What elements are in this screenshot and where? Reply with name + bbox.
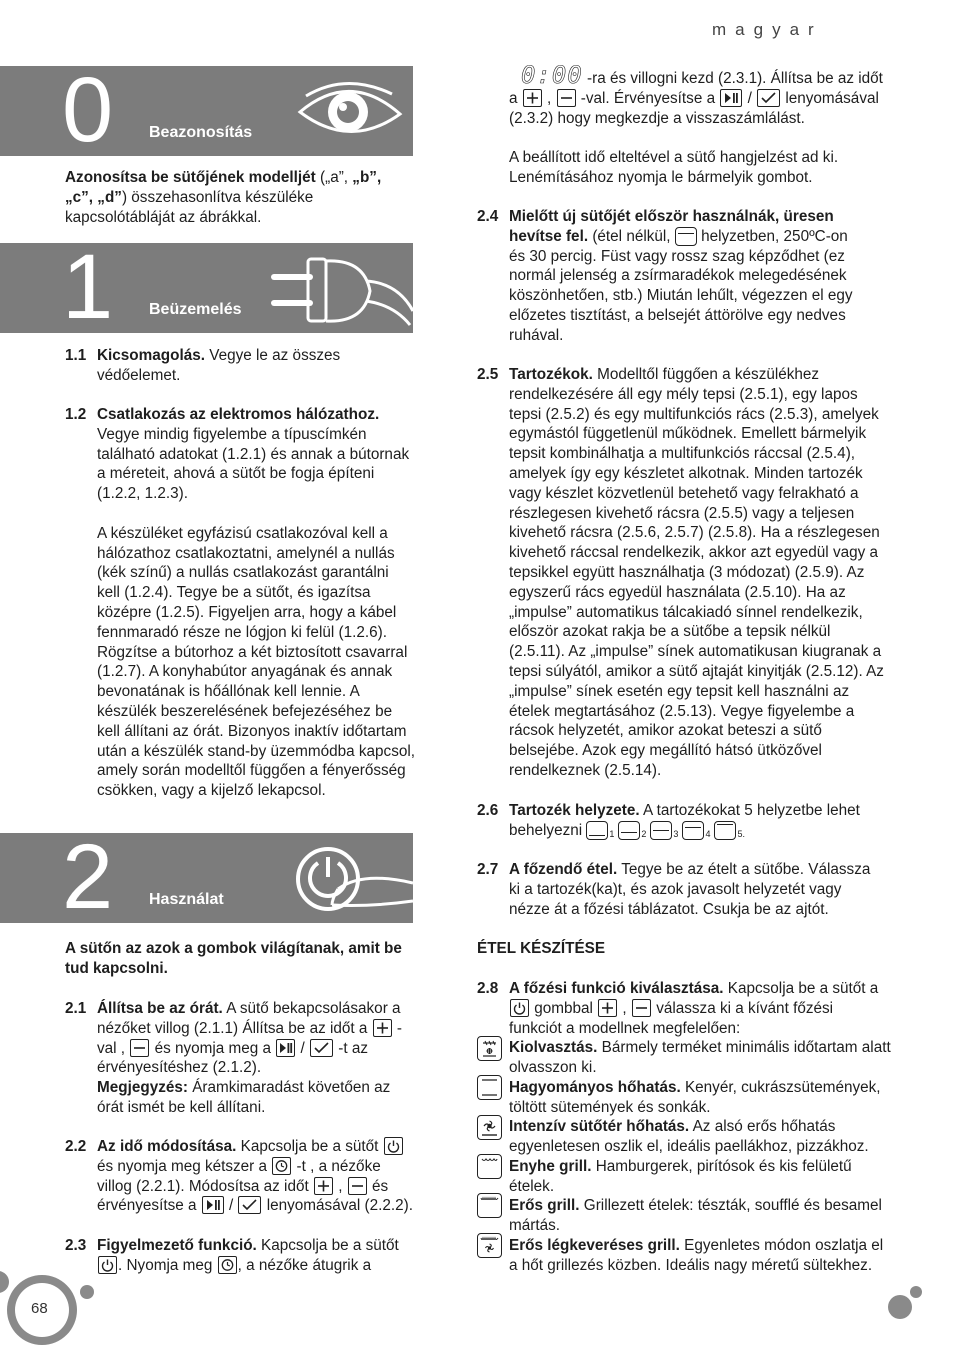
strong-grill-icon <box>477 1193 502 1218</box>
minus-icon <box>348 1177 367 1195</box>
shelf-position-3-icon <box>650 821 672 840</box>
power-icon <box>384 1137 403 1155</box>
function-strong-grill: Erős grill. Grillezett ételek: tészták, soufflé és besamel mártás. <box>509 1197 882 1234</box>
function-intensive-heat: Intenzív sütőtér hőhatás. Az alsó erős hőhatás egyenletesen oszlik el, ideális paellákhoz, pizzákhoz. <box>509 1118 869 1155</box>
shelf-position-4-icon <box>682 821 704 840</box>
intro-paragraph: Azonosítsa be sütőjének modelljét („a”, „b”, „c”, „d”) összehasonlítva készüléke kapcsolótábláját az ábrákkal. <box>65 169 382 226</box>
shelf-position-1-icon <box>586 821 608 840</box>
minus-icon <box>130 1039 149 1057</box>
cooking-heading: ÉTEL KÉSZÍTÉSE <box>477 940 606 957</box>
clock-icon <box>218 1256 237 1274</box>
function-conventional-heat: Hagyományos hőhatás. Kenyér, cukrászsütemények, töltött sütemények és sonkák. <box>509 1079 881 1116</box>
section-0-banner <box>0 66 413 156</box>
defrost-icon <box>477 1036 502 1061</box>
section-0-title: Beazonosítás <box>149 124 253 141</box>
checkmark-icon <box>757 89 780 107</box>
minus-icon <box>632 999 651 1017</box>
section-1-number: 1 <box>62 243 114 333</box>
fan-grill-icon <box>477 1233 502 1258</box>
display-time-readout: 0:00 <box>521 61 583 89</box>
gentle-grill-icon <box>477 1154 502 1179</box>
shelf-position-icon <box>675 227 697 246</box>
play-pause-icon <box>202 1196 224 1214</box>
shelf-position-2-icon <box>618 821 640 840</box>
conventional-heat-icon <box>477 1075 502 1100</box>
function-fan-grill: Erős légkeveréses grill. Egyenletes módon oszlatja el a hőt grillezés közben. Ideális nagy méretű sültekhez. <box>509 1237 884 1274</box>
plug-icon <box>270 251 413 331</box>
page-number: 68 <box>31 1300 48 1317</box>
item-2-3-continued: 0:00 -ra és villogni kezd (2.3.1). Állítsa be az időt a , -val. Érvényesítse a / lenyomásával (2.3.2) hogy megkezdje a visszaszámlálást. A beállított idő elteltével a sütő hangjelzést ad ki. Lenémításához nyomja le bármelyik gombot. <box>509 61 883 186</box>
power-icon <box>510 999 529 1017</box>
plus-icon <box>523 89 542 107</box>
plus-icon <box>373 1019 392 1037</box>
minus-icon <box>557 89 576 107</box>
function-gentle-grill: Enyhe grill. Hamburgerek, pirítósok és kis felületű ételek. <box>509 1158 852 1195</box>
language-label: magyar <box>712 20 823 39</box>
corner-dots-decoration <box>884 1283 924 1323</box>
function-defrost: Kiolvasztás. Bármely terméket minimális időtartam alatt olvasszon ki. <box>509 1039 891 1076</box>
section-1-title: Beüzemelés <box>149 301 242 318</box>
checkmark-icon <box>310 1039 333 1057</box>
section-2-number: 2 <box>62 833 114 923</box>
section-2-banner <box>0 833 413 923</box>
section-0-number: 0 <box>62 66 114 156</box>
section-2-intro: A sütőn az azok a gombok világítanak, amit be tud kapcsolni. <box>65 940 402 977</box>
eye-icon <box>296 76 408 148</box>
page-number-circle-decoration <box>0 1262 100 1354</box>
intensive-heat-icon <box>477 1115 502 1140</box>
shelf-position-5-icon <box>714 821 736 840</box>
finger-pressing-button-icon <box>292 843 413 923</box>
checkmark-icon <box>238 1196 261 1214</box>
play-pause-icon <box>276 1039 295 1057</box>
section-1-banner <box>0 243 413 333</box>
plus-icon <box>314 1177 333 1195</box>
clock-icon <box>272 1157 291 1175</box>
section-2-title: Használat <box>149 891 224 908</box>
power-icon <box>98 1256 117 1274</box>
play-pause-icon <box>720 89 742 107</box>
plus-icon <box>598 999 617 1017</box>
